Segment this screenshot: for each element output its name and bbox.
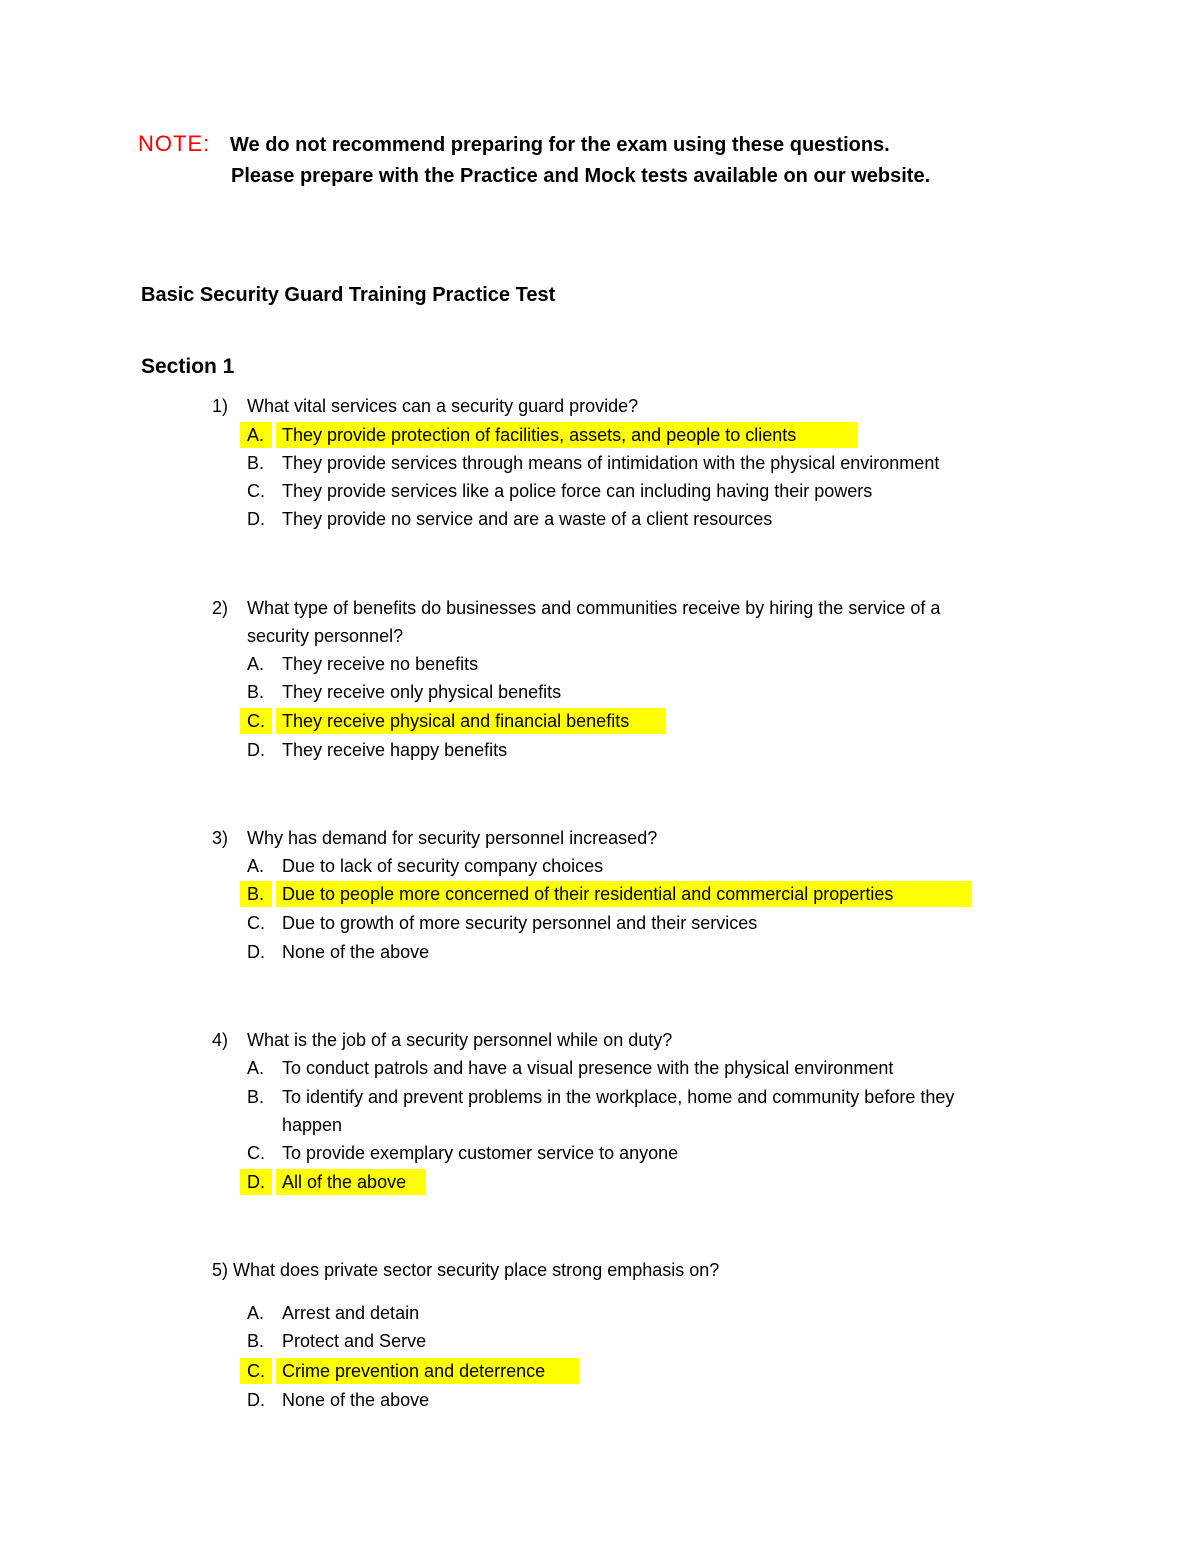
note (138, 128, 890, 161)
option-text: To conduct patrols and have a visual presence with the physical environment (282, 1058, 894, 1078)
note-line-1: We do not recommend preparing for the exam using these questions. (230, 134, 890, 156)
question-number: 5) (212, 1260, 229, 1280)
question-text: What is the job of a security personnel while on duty? (247, 1030, 673, 1050)
question-text: What vital services can a security guard provide? (247, 396, 639, 416)
option-letter: B. (247, 1087, 265, 1107)
option-letter: A. (247, 856, 265, 876)
option-text: All of the above (282, 1172, 407, 1192)
option-text: They receive physical and financial benefits (282, 711, 630, 731)
option-letter: B. (247, 884, 265, 904)
question-number: 3) (212, 828, 229, 848)
option-text: Protect and Serve (282, 1331, 427, 1351)
option-letter: A. (247, 1303, 265, 1323)
option-text: None of the above (282, 942, 430, 962)
option-letter: C. (247, 1143, 265, 1163)
note-line-2: Please prepare with the Practice and Mock tests available on our website. (231, 165, 931, 187)
option-text: Crime prevention and deterrence (282, 1361, 546, 1381)
question-text: What type of benefits do businesses and communities receive by hiring the service of a (247, 598, 941, 618)
option-text: To identify and prevent problems in the workplace, home and community before they (282, 1087, 955, 1107)
option-letter: C. (247, 913, 265, 933)
option-letter: D. (247, 1390, 265, 1410)
option-text-cont: happen (282, 1115, 343, 1135)
option-letter: D. (247, 740, 265, 760)
option-text: They provide no service and are a waste of a client resources (282, 509, 773, 529)
option-text: Arrest and detain (282, 1303, 420, 1323)
option-letter: A. (247, 1058, 265, 1078)
option-letter: A. (247, 425, 265, 445)
option-letter: B. (247, 682, 265, 702)
option-letter: D. (247, 942, 265, 962)
note-label: NOTE: (138, 131, 211, 156)
option-letter: D. (247, 509, 265, 529)
question-number: 2) (212, 598, 229, 618)
option-text: Due to growth of more security personnel and their services (282, 913, 758, 933)
page-title: Basic Security Guard Training Practice Test (141, 284, 556, 306)
option-letter: B. (247, 1331, 265, 1351)
option-letter: D. (247, 1172, 265, 1192)
option-text: To provide exemplary customer service to anyone (282, 1143, 679, 1163)
question-text: Why has demand for security personnel increased? (247, 828, 658, 848)
option-text: Due to lack of security company choices (282, 856, 604, 876)
section-title: Section 1 (141, 355, 235, 378)
option-text: They provide protection of facilities, assets, and people to clients (282, 425, 797, 445)
question-text: What does private sector security place strong emphasis on? (233, 1260, 720, 1280)
option-text: They provide services through means of intimidation with the physical environment (282, 453, 940, 473)
question-line (212, 1257, 719, 1283)
option-letter: C. (247, 1361, 265, 1381)
option-text: They provide services like a police force can including having their powers (282, 481, 873, 501)
question-number: 1) (212, 396, 229, 416)
option-text: They receive only physical benefits (282, 682, 562, 702)
option-letter: B. (247, 453, 265, 473)
option-letter: C. (247, 481, 265, 501)
question-number: 4) (212, 1030, 229, 1050)
option-text: They receive no benefits (282, 654, 479, 674)
option-text: None of the above (282, 1390, 430, 1410)
question-text-cont: security personnel? (247, 626, 404, 646)
option-letter: C. (247, 711, 265, 731)
option-letter: A. (247, 654, 265, 674)
option-text: Due to people more concerned of their residential and commercial properties (282, 884, 894, 904)
option-text: They receive happy benefits (282, 740, 508, 760)
